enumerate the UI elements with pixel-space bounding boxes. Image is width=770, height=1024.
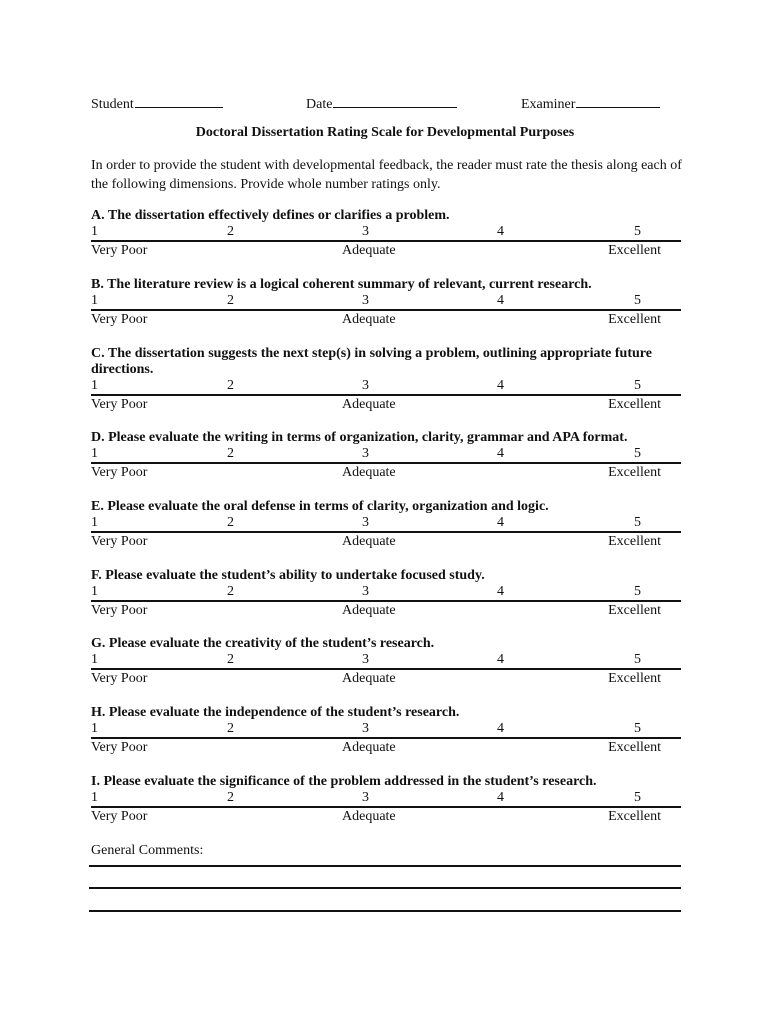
anchor-very-poor: Very Poor bbox=[91, 397, 148, 412]
rating-1[interactable]: 1 bbox=[91, 293, 98, 308]
anchor-very-poor: Very Poor bbox=[91, 312, 148, 327]
scale-rule bbox=[91, 668, 681, 670]
rating-1[interactable]: 1 bbox=[91, 584, 98, 599]
scale-anchors bbox=[91, 243, 681, 261]
rating-4[interactable]: 4 bbox=[497, 378, 504, 393]
rating-1[interactable]: 1 bbox=[91, 652, 98, 667]
rating-1[interactable]: 1 bbox=[91, 224, 98, 239]
anchor-very-poor: Very Poor bbox=[91, 740, 148, 755]
anchor-excellent: Excellent bbox=[608, 312, 661, 327]
rating-4[interactable]: 4 bbox=[497, 721, 504, 736]
anchor-very-poor: Very Poor bbox=[91, 243, 148, 258]
scale-anchors bbox=[91, 809, 681, 827]
question-d bbox=[91, 430, 681, 483]
rating-2[interactable]: 2 bbox=[227, 224, 234, 239]
student-label: Student bbox=[91, 97, 134, 112]
rating-4[interactable]: 4 bbox=[497, 446, 504, 461]
anchor-adequate: Adequate bbox=[342, 243, 396, 258]
rating-2[interactable]: 2 bbox=[227, 378, 234, 393]
rating-scale[interactable] bbox=[91, 446, 681, 462]
rating-2[interactable]: 2 bbox=[227, 721, 234, 736]
anchor-excellent: Excellent bbox=[608, 603, 661, 618]
scale-rule bbox=[91, 600, 681, 602]
anchor-adequate: Adequate bbox=[342, 603, 396, 618]
rating-4[interactable]: 4 bbox=[497, 293, 504, 308]
anchor-excellent: Excellent bbox=[608, 243, 661, 258]
examiner-field bbox=[521, 94, 660, 113]
rating-5[interactable]: 5 bbox=[634, 652, 641, 667]
rating-scale[interactable] bbox=[91, 378, 681, 394]
general-comments-label: General Comments: bbox=[91, 843, 204, 858]
anchor-adequate: Adequate bbox=[342, 397, 396, 412]
rating-3[interactable]: 3 bbox=[362, 293, 369, 308]
student-blank[interactable] bbox=[135, 94, 223, 108]
scale-anchors bbox=[91, 671, 681, 689]
question-c bbox=[91, 346, 681, 415]
rating-4[interactable]: 4 bbox=[497, 224, 504, 239]
rating-scale[interactable] bbox=[91, 790, 681, 806]
scale-rule bbox=[91, 737, 681, 739]
date-blank[interactable] bbox=[333, 94, 457, 108]
rating-1[interactable]: 1 bbox=[91, 378, 98, 393]
rating-4[interactable]: 4 bbox=[497, 515, 504, 530]
examiner-blank[interactable] bbox=[576, 94, 660, 108]
anchor-excellent: Excellent bbox=[608, 671, 661, 686]
rating-2[interactable]: 2 bbox=[227, 790, 234, 805]
examiner-label: Examiner bbox=[521, 97, 576, 112]
rating-3[interactable]: 3 bbox=[362, 584, 369, 599]
anchor-excellent: Excellent bbox=[608, 534, 661, 549]
rating-1[interactable]: 1 bbox=[91, 515, 98, 530]
anchor-excellent: Excellent bbox=[608, 740, 661, 755]
rating-1[interactable]: 1 bbox=[91, 446, 98, 461]
student-field bbox=[91, 94, 223, 113]
question-g bbox=[91, 636, 681, 689]
anchor-very-poor: Very Poor bbox=[91, 465, 148, 480]
rating-5[interactable]: 5 bbox=[634, 584, 641, 599]
rating-3[interactable]: 3 bbox=[362, 446, 369, 461]
comment-line-1[interactable] bbox=[89, 865, 681, 867]
rating-4[interactable]: 4 bbox=[497, 584, 504, 599]
question-e bbox=[91, 499, 681, 552]
scale-anchors bbox=[91, 740, 681, 758]
question-text: D. Please evaluate the writing in terms of organization, clarity, grammar and APA format. bbox=[91, 430, 628, 445]
rating-5[interactable]: 5 bbox=[634, 515, 641, 530]
rating-3[interactable]: 3 bbox=[362, 515, 369, 530]
rating-2[interactable]: 2 bbox=[227, 515, 234, 530]
scale-rule bbox=[91, 394, 681, 396]
date-label: Date bbox=[306, 97, 333, 112]
rating-5[interactable]: 5 bbox=[634, 790, 641, 805]
rating-3[interactable]: 3 bbox=[362, 378, 369, 393]
question-text: F. Please evaluate the student’s ability to undertake focused study. bbox=[91, 568, 485, 583]
question-h bbox=[91, 705, 681, 758]
rating-2[interactable]: 2 bbox=[227, 584, 234, 599]
comment-line-2[interactable] bbox=[89, 887, 681, 889]
page-title: Doctoral Dissertation Rating Scale for Developmental Purposes bbox=[195, 125, 575, 140]
rating-5[interactable]: 5 bbox=[634, 378, 641, 393]
rating-2[interactable]: 2 bbox=[227, 293, 234, 308]
anchor-adequate: Adequate bbox=[342, 740, 396, 755]
rating-5[interactable]: 5 bbox=[634, 224, 641, 239]
rating-5[interactable]: 5 bbox=[634, 293, 641, 308]
anchor-adequate: Adequate bbox=[342, 809, 396, 824]
question-text: B. The literature review is a logical coherent summary of relevant, current research. bbox=[91, 277, 592, 292]
anchor-excellent: Excellent bbox=[608, 397, 661, 412]
rating-scale[interactable] bbox=[91, 584, 681, 600]
rating-5[interactable]: 5 bbox=[634, 446, 641, 461]
scale-anchors bbox=[91, 603, 681, 621]
rating-4[interactable]: 4 bbox=[497, 652, 504, 667]
question-i bbox=[91, 774, 681, 827]
scale-rule bbox=[91, 240, 681, 242]
comment-line-3[interactable] bbox=[89, 910, 681, 912]
question-text: C. The dissertation suggests the next step(s) in solving a problem, outlining appropriate future directions. bbox=[91, 346, 652, 377]
question-a bbox=[91, 208, 681, 261]
anchor-excellent: Excellent bbox=[608, 809, 661, 824]
anchor-adequate: Adequate bbox=[342, 312, 396, 327]
rating-scale[interactable] bbox=[91, 652, 681, 668]
scale-rule bbox=[91, 806, 681, 808]
scale-anchors bbox=[91, 312, 681, 330]
question-text: G. Please evaluate the creativity of the student’s research. bbox=[91, 636, 435, 651]
anchor-very-poor: Very Poor bbox=[91, 603, 148, 618]
header-fields bbox=[91, 94, 681, 112]
scale-rule bbox=[91, 531, 681, 533]
anchor-adequate: Adequate bbox=[342, 671, 396, 686]
rating-3[interactable]: 3 bbox=[362, 790, 369, 805]
question-text: H. Please evaluate the independence of the student’s research. bbox=[91, 705, 460, 720]
rating-scale[interactable] bbox=[91, 721, 681, 737]
rating-3[interactable]: 3 bbox=[362, 721, 369, 736]
anchor-very-poor: Very Poor bbox=[91, 809, 148, 824]
anchor-excellent: Excellent bbox=[608, 465, 661, 480]
question-b bbox=[91, 277, 681, 330]
scale-rule bbox=[91, 309, 681, 311]
rating-scale[interactable] bbox=[91, 515, 681, 531]
rating-scale[interactable] bbox=[91, 224, 681, 240]
question-f bbox=[91, 568, 681, 621]
question-text: A. The dissertation effectively defines or clarifies a problem. bbox=[91, 208, 450, 223]
question-text: I. Please evaluate the significance of the problem addressed in the student’s research. bbox=[91, 774, 597, 789]
rating-5[interactable]: 5 bbox=[634, 721, 641, 736]
anchor-very-poor: Very Poor bbox=[91, 534, 148, 549]
question-text: E. Please evaluate the oral defense in terms of clarity, organization and logic. bbox=[91, 499, 549, 514]
scale-anchors bbox=[91, 534, 681, 552]
rating-3[interactable]: 3 bbox=[362, 652, 369, 667]
scale-anchors bbox=[91, 465, 681, 483]
scale-rule bbox=[91, 462, 681, 464]
anchor-very-poor: Very Poor bbox=[91, 671, 148, 686]
rating-scale[interactable] bbox=[91, 293, 681, 309]
rating-1[interactable]: 1 bbox=[91, 790, 98, 805]
scale-anchors bbox=[91, 397, 681, 415]
rating-2[interactable]: 2 bbox=[227, 652, 234, 667]
rating-1[interactable]: 1 bbox=[91, 721, 98, 736]
anchor-adequate: Adequate bbox=[342, 534, 396, 549]
intro-paragraph: In order to provide the student with developmental feedback, the reader must rate the thesis along each of the following dimensions. Provide whole number ratings only. bbox=[91, 158, 682, 192]
rating-3[interactable]: 3 bbox=[362, 224, 369, 239]
rating-4[interactable]: 4 bbox=[497, 790, 504, 805]
rating-2[interactable]: 2 bbox=[227, 446, 234, 461]
date-field bbox=[306, 94, 457, 113]
anchor-adequate: Adequate bbox=[342, 465, 396, 480]
